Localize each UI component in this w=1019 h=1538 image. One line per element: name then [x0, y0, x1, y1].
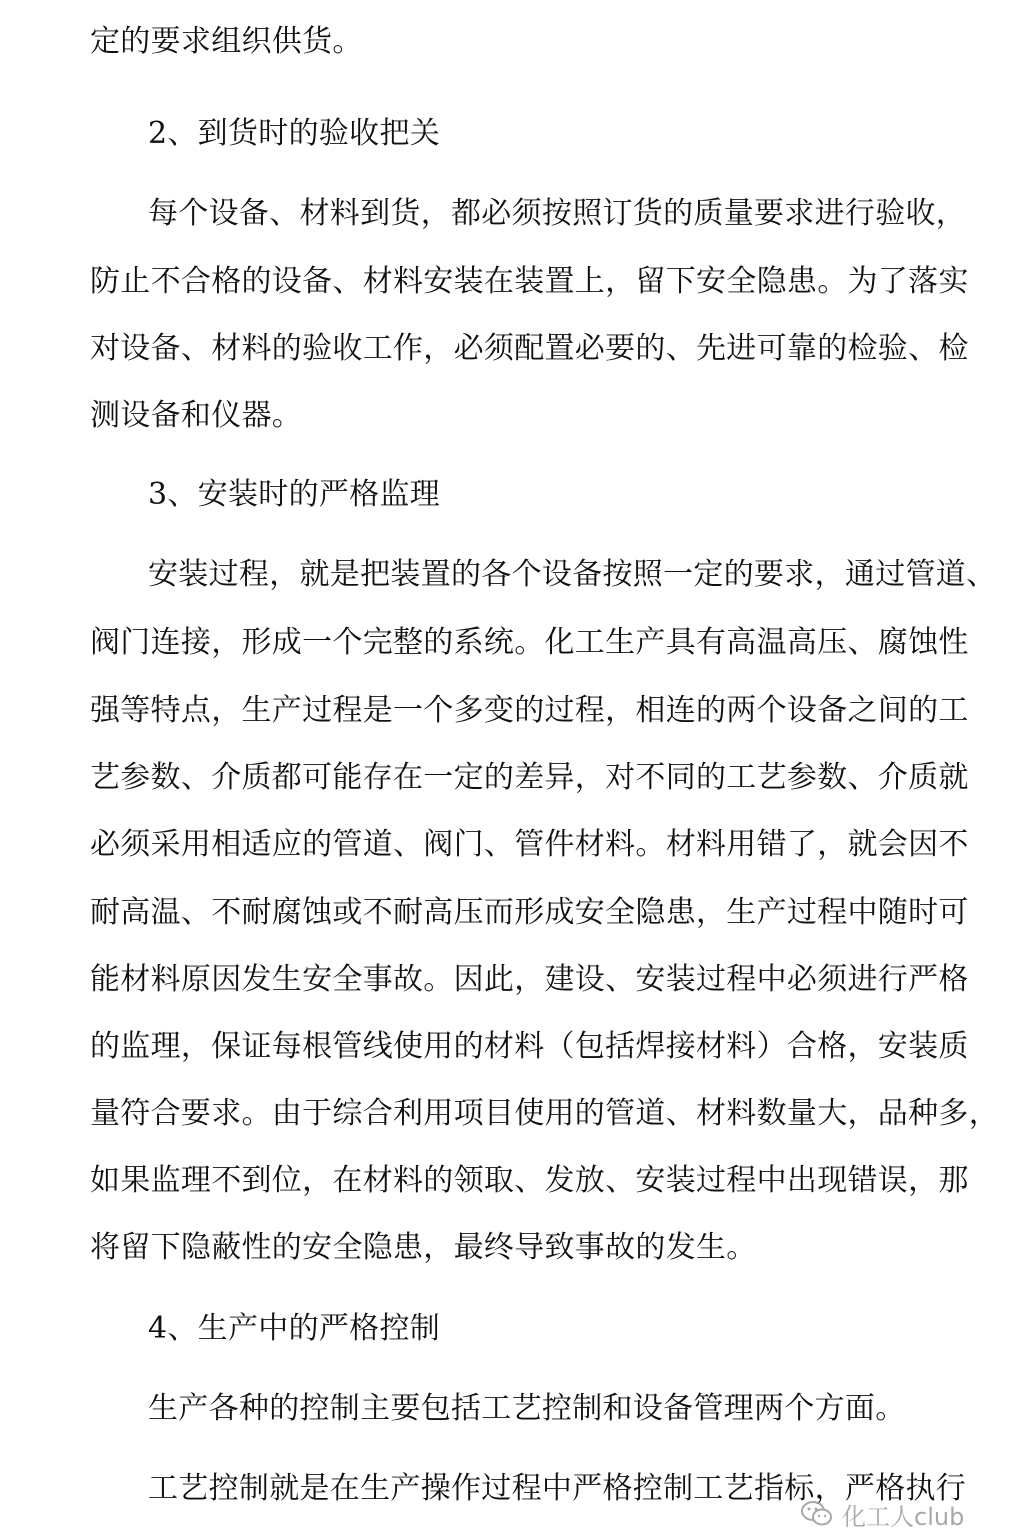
- text-line: 防止不合格的设备、材料安装在装置上，留下安全隐患。为了落实: [90, 264, 969, 299]
- text-line: 工艺控制就是在生产操作过程中严格控制工艺指标，严格执行: [148, 1471, 967, 1506]
- text-line: 定的要求组织供货。: [90, 24, 363, 59]
- text-line: 必须采用相适应的管道、阀门、管件材料。材料用错了，就会因不: [90, 827, 969, 862]
- section-heading: 3、安装时的严格监理: [148, 477, 441, 512]
- section-heading: 2、到货时的验收把关: [148, 116, 441, 151]
- text-line: 安装过程，就是把装置的各个设备按照一定的要求，通过管道、: [148, 557, 997, 592]
- text-line: 阀门连接，形成一个完整的系统。化工生产具有高温高压、腐蚀性: [90, 625, 969, 660]
- watermark: [800, 1494, 964, 1534]
- text-line: 能材料原因发生安全事故。因此，建设、安装过程中必须进行严格: [90, 962, 969, 997]
- text-line: 量符合要求。由于综合利用项目使用的管道、材料数量大，品种多，: [90, 1096, 999, 1131]
- section-heading: 4、生产中的严格控制: [148, 1311, 441, 1346]
- text-line: 的监理，保证每根管线使用的材料（包括焊接材料）合格，安装质: [90, 1029, 969, 1064]
- wechat-icon: [800, 1500, 834, 1528]
- text-line: 测设备和仪器。: [90, 398, 303, 433]
- text-line: 强等特点，生产过程是一个多变的过程，相连的两个设备之间的工: [90, 693, 969, 728]
- text-line: 如果监理不到位，在材料的领取、发放、安装过程中出现错误，那: [90, 1163, 969, 1198]
- text-line: 艺参数、介质都可能存在一定的差异，对不同的工艺参数、介质就: [90, 760, 969, 795]
- text-line: 生产各种的控制主要包括工艺控制和设备管理两个方面。: [148, 1391, 906, 1426]
- watermark-text: 化工人club: [842, 1502, 965, 1531]
- text-line: 对设备、材料的验收工作，必须配置必要的、先进可靠的检验、检: [90, 331, 969, 366]
- text-line: 将留下隐蔽性的安全隐患，最终导致事故的发生。: [90, 1230, 757, 1265]
- text-line: 耐高温、不耐腐蚀或不耐高压而形成安全隐患，生产过程中随时可: [90, 895, 969, 930]
- text-line: 每个设备、材料到货，都必须按照订货的质量要求进行验收，: [148, 196, 967, 231]
